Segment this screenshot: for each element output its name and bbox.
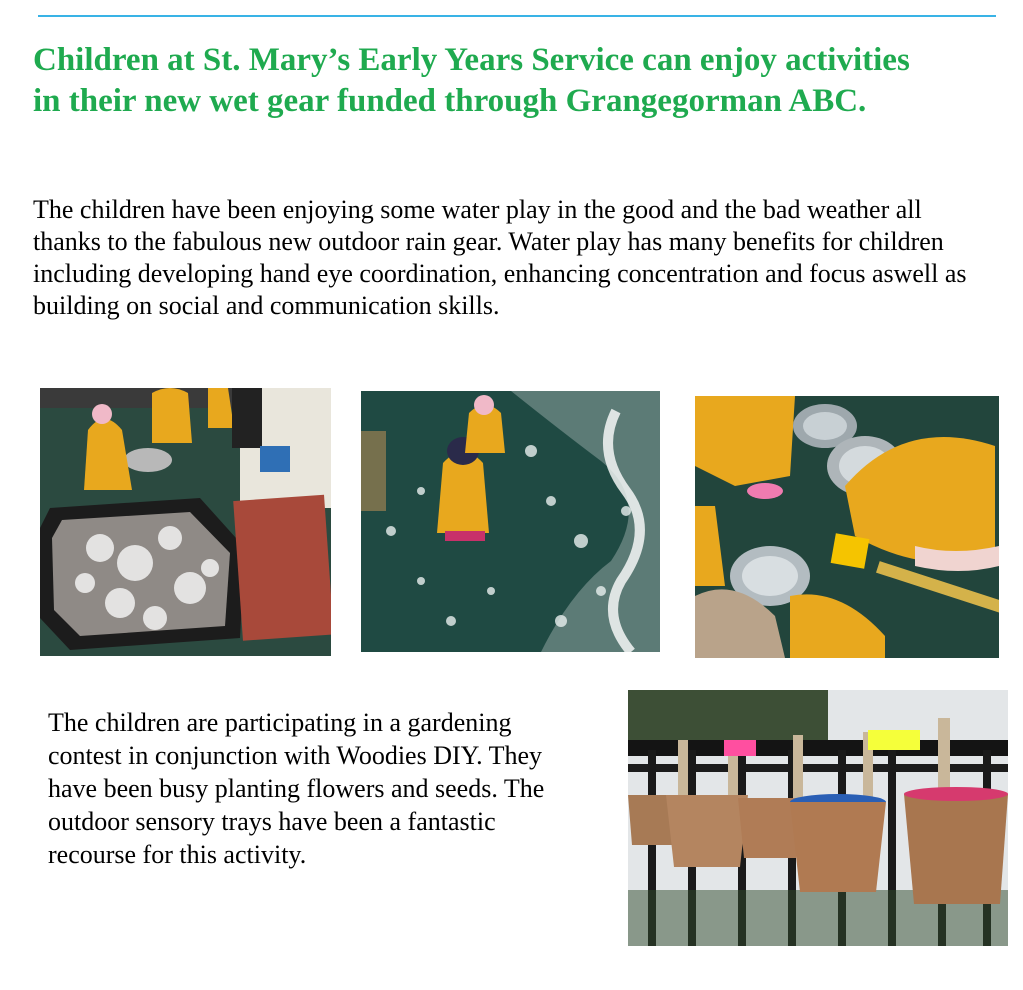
gardening-paragraph: The children are participating in a gardening contest in conjunction with Woodies DIY. They have been busy planting flowers and seeds. The outdoor sensory trays have been a fantastic recourse for this activity. [48,708,545,869]
intro-paragraph: The children have been enjoying some water play in the good and the bad weather all thanks to the fabulous new outdoor rain gear. Water play has many benefits for children including developing hand eye coordination, enhancing concentration and focus aswell as building on social and communication skills. [33,195,967,320]
photo-water-tray-play [40,388,331,656]
photo-flower-pots-railing [628,690,1008,946]
article-headline: Children at St. Mary’s Early Years Service can enjoy activities in their new wet gear funded through Grangegorman ABC. [33,42,910,119]
photo-foam-play [361,391,660,652]
photo-pots-and-pans [695,396,999,658]
top-divider-line [38,15,996,17]
